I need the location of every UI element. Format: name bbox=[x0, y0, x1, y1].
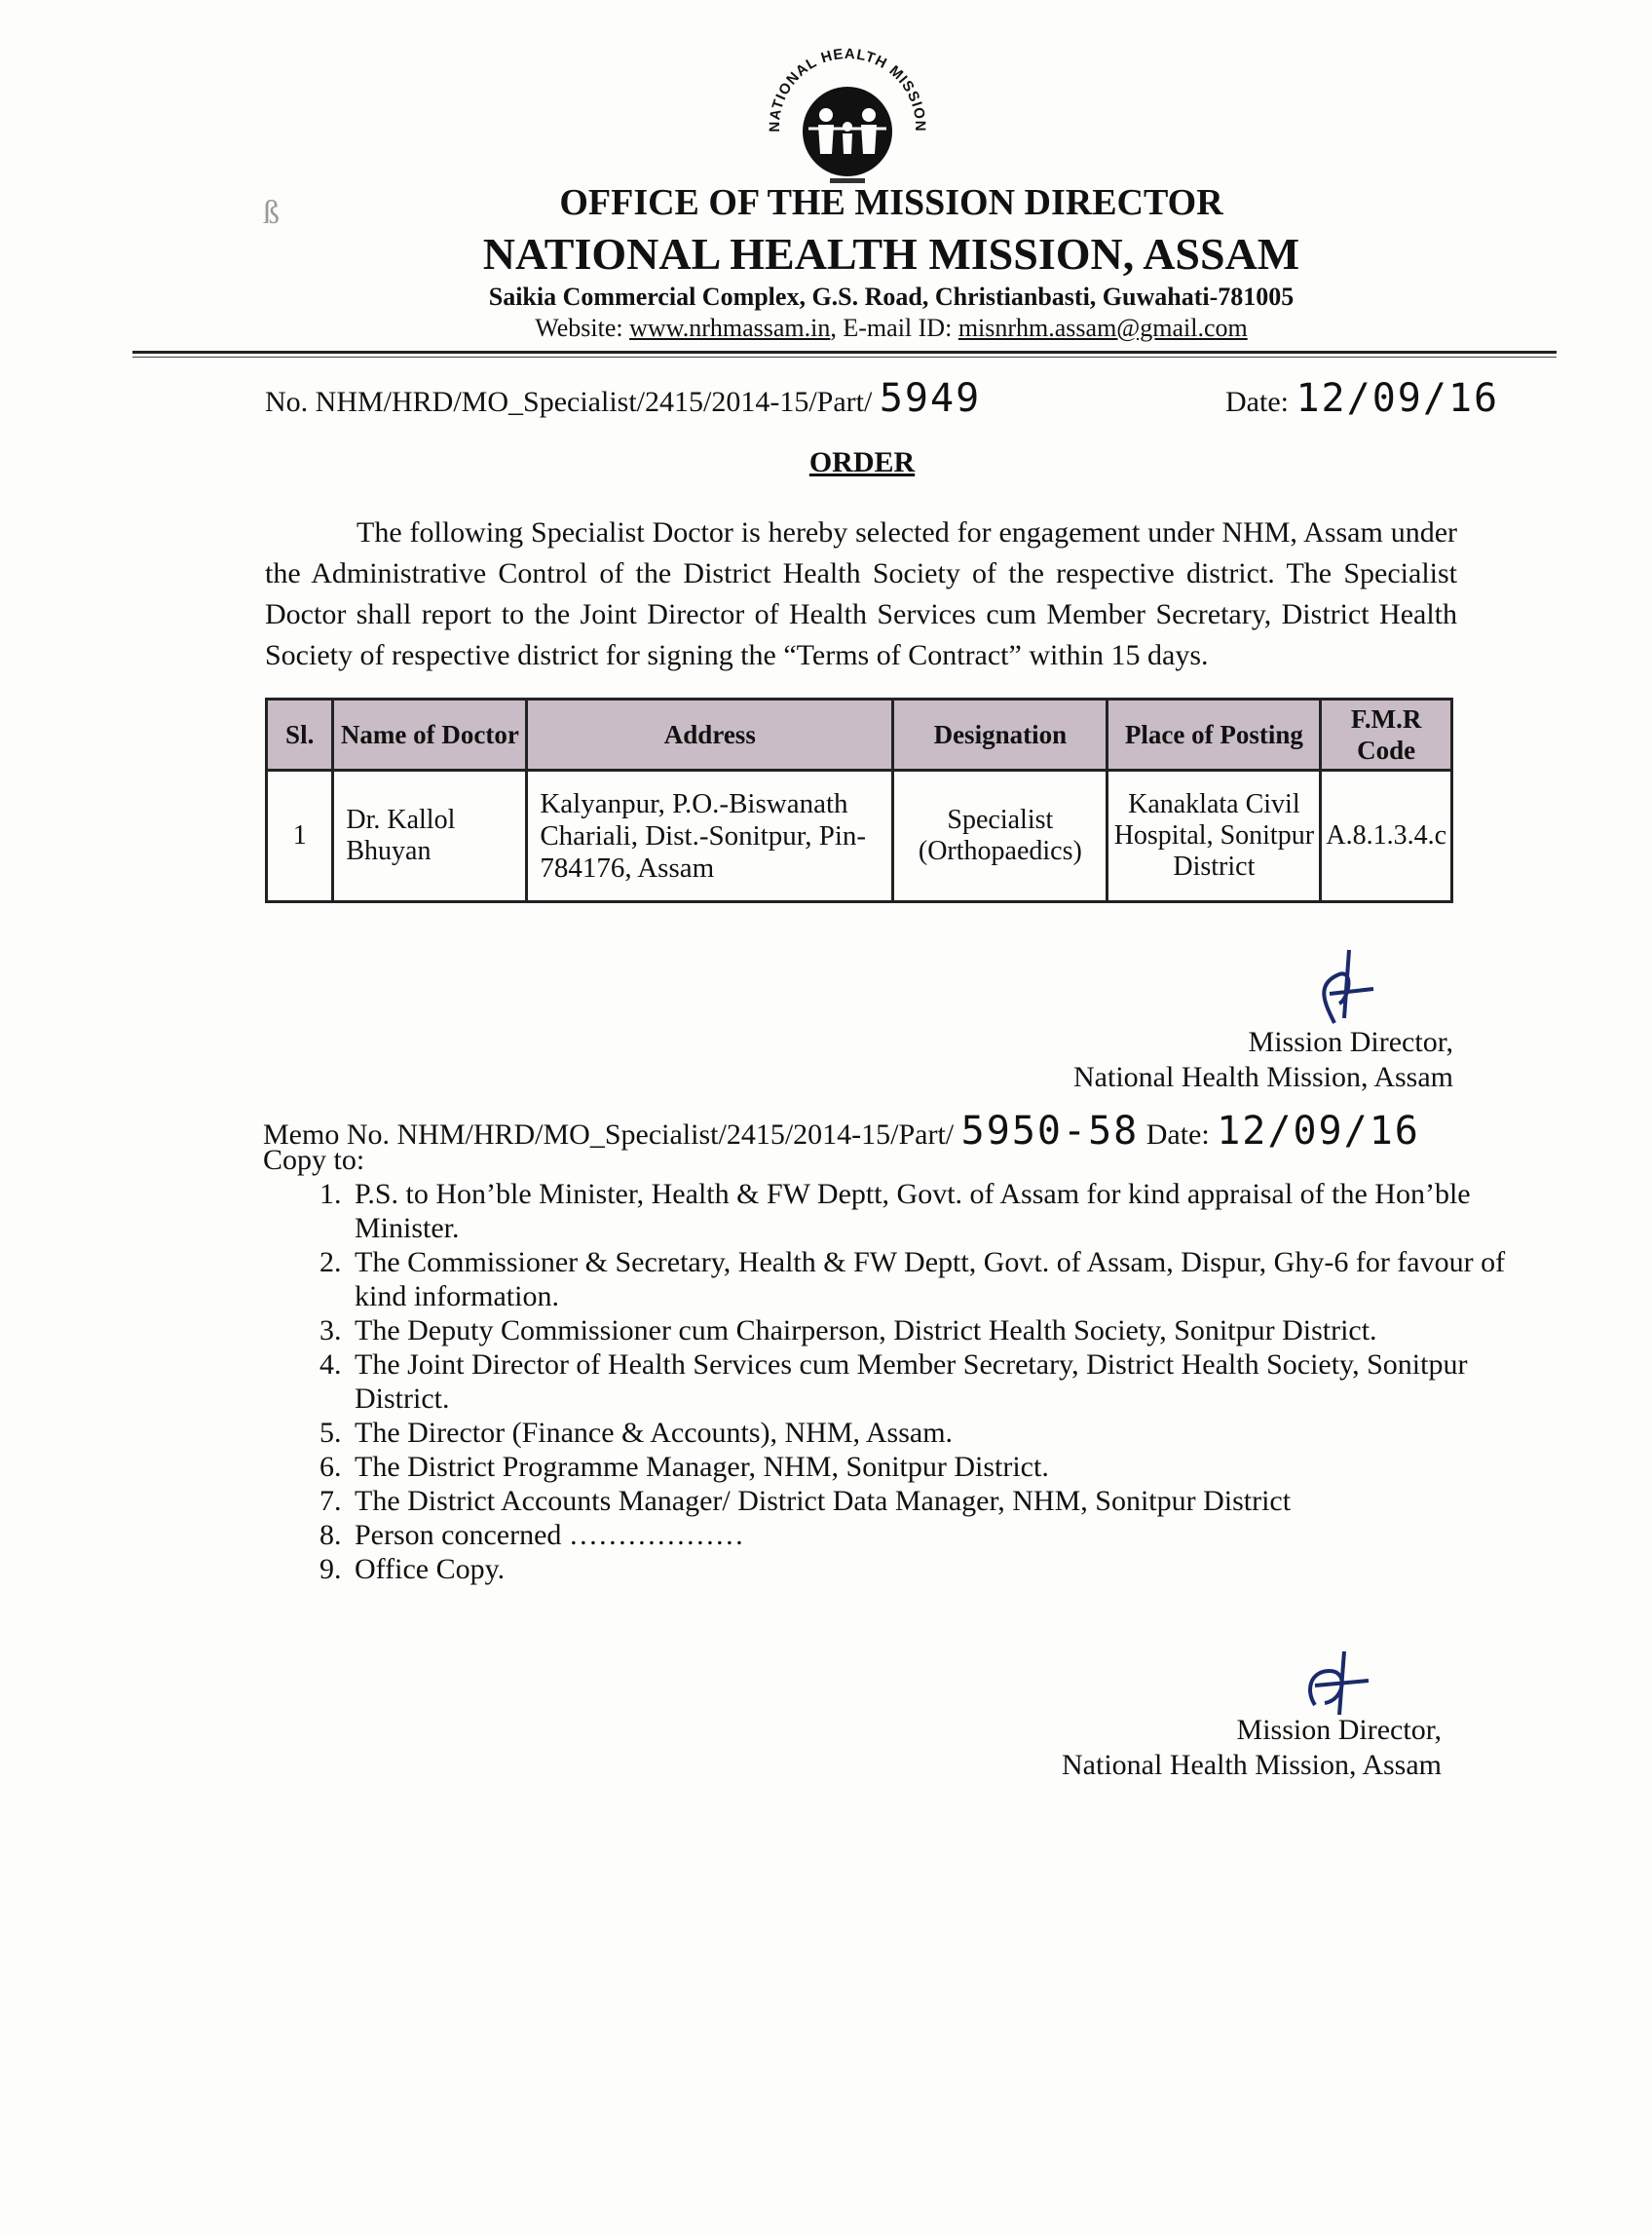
list-item: 5. The Director (Finance & Accounts), NHM, Assam. bbox=[349, 1416, 1560, 1450]
office-title: OFFICE OF THE MISSION DIRECTOR bbox=[559, 182, 1223, 223]
header-name: Name of Doctor bbox=[333, 700, 527, 771]
copy-list bbox=[263, 1177, 1560, 1586]
date-label: Date: bbox=[1225, 386, 1296, 418]
signature-mark bbox=[1295, 945, 1403, 1033]
signatory-title-2: Mission Director, bbox=[1236, 1714, 1442, 1746]
handwritten-date: 12/09/16 bbox=[1295, 376, 1500, 421]
reference-date bbox=[1225, 376, 1499, 421]
order-paragraph: The following Specialist Doctor is hereby selected for engagement under NHM, Assam under the Administrative Control of the District Health Society of the respective district. The Specialist Doctor shall report to the Joint Director of Health Services cum Member Secretary, District Health Society of respective district for signing the “Terms of Contract” within 15 days. bbox=[265, 516, 1457, 671]
memo-line bbox=[263, 1109, 1420, 1154]
order-title: ORDER bbox=[808, 446, 916, 478]
scan-mark: ß bbox=[263, 195, 280, 231]
header-rule bbox=[132, 351, 1557, 354]
mission-title: NATIONAL HEALTH MISSION, ASSAM bbox=[482, 229, 1300, 279]
list-item: 1. P.S. to Hon’ble Minister, Health & FW Deptt, Govt. of Assam for kind appraisal of the Hon’ble Minister. bbox=[349, 1177, 1560, 1245]
list-item: 7. The District Accounts Manager/ District Data Manager, NHM, Sonitpur District bbox=[349, 1484, 1560, 1518]
table-header-row bbox=[267, 700, 1452, 771]
signatory-title: Mission Director, bbox=[1248, 1026, 1453, 1058]
selection-table bbox=[265, 698, 1453, 903]
handwritten-memo-number: 5950-58 bbox=[960, 1109, 1140, 1154]
memo-date-label: Date: bbox=[1139, 1118, 1218, 1151]
list-item: 8. Person concerned ……………… bbox=[349, 1518, 1560, 1552]
website-label: Website: bbox=[535, 314, 630, 342]
header-address: Address bbox=[527, 700, 893, 771]
office-address: Saikia Commercial Complex, G.S. Road, Christianbasti, Guwahati-781005 bbox=[488, 283, 1295, 311]
signatory-org-2: National Health Mission, Assam bbox=[1062, 1749, 1442, 1781]
header-sl: Sl. bbox=[267, 700, 333, 771]
svg-text:NATIONAL HEALTH MISSION: NATIONAL HEALTH MISSION bbox=[766, 45, 929, 133]
list-item: 4. The Joint Director of Health Services cum Member Secretary, District Health Society, Sonitpur District. bbox=[349, 1347, 1560, 1416]
cell-address: Kalyanpur, P.O.-Biswanath Chariali, Dist.-Sonitpur, Pin-784176, Assam bbox=[527, 771, 893, 902]
list-item: 3. The Deputy Commissioner cum Chairperson, District Health Society, Sonitpur District. bbox=[349, 1313, 1560, 1347]
cell-fmr: A.8.1.3.4.c bbox=[1321, 771, 1452, 902]
list-item: 9. Office Copy. bbox=[349, 1552, 1560, 1586]
cell-name: Dr. Kallol Bhuyan bbox=[333, 771, 527, 902]
email-link[interactable]: misnrhm.assam@gmail.com bbox=[957, 314, 1248, 342]
header-designation: Designation bbox=[893, 700, 1108, 771]
email-label: , E-mail ID: bbox=[830, 314, 958, 342]
memo-number: Memo No. NHM/HRD/MO_Specialist/2415/2014-15/Part/ bbox=[263, 1118, 961, 1151]
header-posting: Place of Posting bbox=[1108, 700, 1321, 771]
reference-number-text: No. NHM/HRD/MO_Specialist/2415/2014-15/Part/ bbox=[265, 386, 880, 418]
signature-block-1 bbox=[974, 1025, 1453, 1095]
table-row bbox=[267, 771, 1452, 902]
header-rule-thin bbox=[132, 357, 1557, 358]
reference-number bbox=[265, 376, 981, 421]
signature-block-2 bbox=[974, 1713, 1442, 1783]
handwritten-memo-date: 12/09/16 bbox=[1217, 1109, 1420, 1154]
header-fmr: F.M.R Code bbox=[1321, 700, 1452, 771]
website-link[interactable]: www.nrhmassam.in bbox=[629, 314, 831, 342]
list-item: 6. The District Programme Manager, NHM, Sonitpur District. bbox=[349, 1450, 1560, 1484]
signatory-org: National Health Mission, Assam bbox=[1073, 1061, 1453, 1093]
handwritten-reference-number: 5949 bbox=[879, 376, 982, 421]
contact-line bbox=[0, 314, 1652, 343]
copy-to-label: Copy to: bbox=[263, 1144, 365, 1176]
list-item: 2. The Commissioner & Secretary, Health & FW Deptt, Govt. of Assam, Dispur, Ghy-6 for favour of kind information. bbox=[349, 1245, 1560, 1313]
cell-sl: 1 bbox=[267, 771, 333, 902]
cell-posting: Kanaklata Civil Hospital, Sonitpur District bbox=[1108, 771, 1321, 902]
cell-designation: Specialist (Orthopaedics) bbox=[893, 771, 1108, 902]
nhm-logo bbox=[750, 39, 945, 185]
